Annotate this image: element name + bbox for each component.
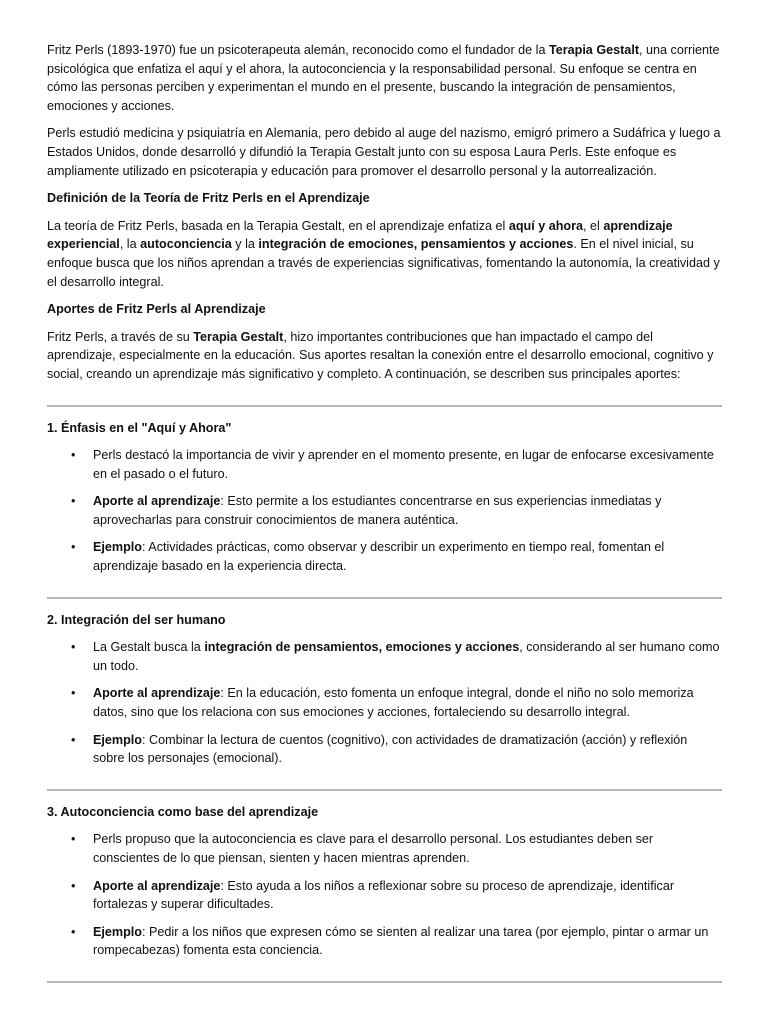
bullet-label: Aporte al aprendizaje xyxy=(93,878,221,893)
intro-text: , una corriente psicológica que enfatiza el aquí y el ahora, la autoconciencia y la responsabilidad personal. Su enfoque se centra en cómo las personas perciben y experimentan el mundo en el presente, buscando la integración de pensamientos, emociones y acciones. xyxy=(47,43,720,113)
contributions-bold: Terapia Gestalt xyxy=(193,329,284,344)
bullet-label: Ejemplo xyxy=(93,540,142,555)
definition-bold: integración de emociones, pensamientos y acciones xyxy=(258,237,574,252)
bullet-label: Ejemplo xyxy=(93,732,142,747)
intro-paragraph-1 xyxy=(47,41,722,115)
definition-bold: autoconciencia xyxy=(140,237,232,252)
definition-bold: aquí y ahora xyxy=(508,218,583,233)
bullet-text: : En la educación, esto fomenta un enfoque integral, donde el niño no solo memoriza datos, sino que los relaciona con sus emociones y acciones, fortaleciendo su desarrollo integral. xyxy=(93,686,694,720)
bullet-item xyxy=(93,923,722,960)
section-divider xyxy=(47,597,722,599)
bullet-label: Aporte al aprendizaje xyxy=(93,686,221,701)
section-divider xyxy=(47,981,722,983)
definition-paragraph xyxy=(47,217,722,291)
bullet-bold: integración de pensamientos, emociones y acciones xyxy=(204,640,520,655)
bullet-item xyxy=(93,492,722,529)
bullet-text: : Esto ayuda a los niños a reflexionar sobre su proceso de aprendizaje, identificar fortalezas y superar dificultades. xyxy=(93,878,675,912)
bullet-text: : Esto permite a los estudiantes concentrarse en sus experiencias inmediatas y aprovecharlas para construir conocimientos de manera auténtica. xyxy=(93,494,662,527)
section-divider xyxy=(47,789,722,791)
contributions-text: , hizo importantes contribuciones que han impactado el campo del aprendizaje, especialmente en la educación. Sus aportes resaltan la conexión entre el desarrollo emocional, cognitivo y social, creando un aprendizaje más significativo y completo. A continuación, se describen sus principales aportes: xyxy=(47,329,714,381)
bullet-text: , considerando al ser humano como un todo. xyxy=(93,640,720,673)
definition-text: . En el nivel inicial, su enfoque busca que los niños aprendan a través de experiencias significativas, fomentando la autonomía, la creatividad y el desarrollo integral. xyxy=(47,237,720,289)
bullet-item xyxy=(93,538,722,575)
section-bullet-list xyxy=(47,446,722,576)
definition-bold: aprendizaje experiencial xyxy=(47,218,673,252)
definition-text: , el xyxy=(583,218,604,233)
contributions-heading: Aportes de Fritz Perls al Aprendizaje xyxy=(47,302,266,317)
contributions-paragraph xyxy=(47,328,722,384)
bullet-item xyxy=(93,638,722,675)
section-bullet-list xyxy=(47,638,722,768)
definition-text: La teoría de Fritz Perls, basada en la Terapia Gestalt, en el aprendizaje enfatiza el xyxy=(47,218,509,233)
bullet-item: • Perls destacó la importancia de vivir y aprender en el momento presente, en lugar de enfocarse excesivamente en el pasado o el futuro. xyxy=(93,446,722,483)
section-title: 3. Autoconciencia como base del aprendizaje xyxy=(47,804,319,819)
bullet-item xyxy=(93,731,722,768)
intro-text: Fritz Perls (1893-1970) fue un psicoterapeuta alemán, reconocido como el fundador de la xyxy=(47,43,549,57)
bullet-item: • Perls propuso que la autoconciencia es clave para el desarrollo personal. Los estudiantes deben ser conscientes de lo que piensan, sienten y hacen mientras aprenden. xyxy=(93,830,722,867)
definition-text: , la xyxy=(119,237,141,252)
section-bullet-list xyxy=(47,830,722,960)
bullet-item xyxy=(93,877,722,914)
bullet-text: La Gestalt busca la xyxy=(93,640,205,655)
intro-bold-term: Terapia Gestalt xyxy=(548,43,640,57)
contributions-text: Fritz Perls, a través de su xyxy=(47,329,194,344)
bullet-text: : Pedir a los niños que expresen cómo se sienten al realizar una tarea (por ejemplo, pintar o armar un rompecabezas) fomenta esta conciencia. xyxy=(93,924,709,958)
bullet-label: Aporte al aprendizaje xyxy=(93,494,221,509)
bullet-text: : Combinar la lectura de cuentos (cognitivo), con actividades de dramatización (acción) y reflexión sobre los personajes (emocional). xyxy=(93,732,688,766)
section-title: 2. Integración del ser humano xyxy=(47,612,226,627)
bullet-label: Ejemplo xyxy=(93,924,142,939)
intro-paragraph-2: Perls estudió medicina y psiquiatría en Alemania, pero debido al auge del nazismo, emigró primero a Sudáfrica y luego a Estados Unidos, donde desarrolló y difundió la Terapia Gestalt junto con su esposa Laura Perls. Este enfoque es ampliamente utilizado en psicoterapia y educación para promover el desarrollo personal y la autorrealización. xyxy=(47,126,721,178)
section-divider xyxy=(47,405,722,407)
bullet-item xyxy=(93,684,722,721)
definition-text: y la xyxy=(231,237,259,252)
bullet-text: : Actividades prácticas, como observar y describir un experimento en tiempo real, fomentan el aprendizaje basado en la experiencia directa. xyxy=(93,540,665,574)
section-title: 1. Énfasis en el "Aquí y Ahora" xyxy=(47,420,232,435)
definition-heading: Definición de la Teoría de Fritz Perls en el Aprendizaje xyxy=(47,191,370,206)
